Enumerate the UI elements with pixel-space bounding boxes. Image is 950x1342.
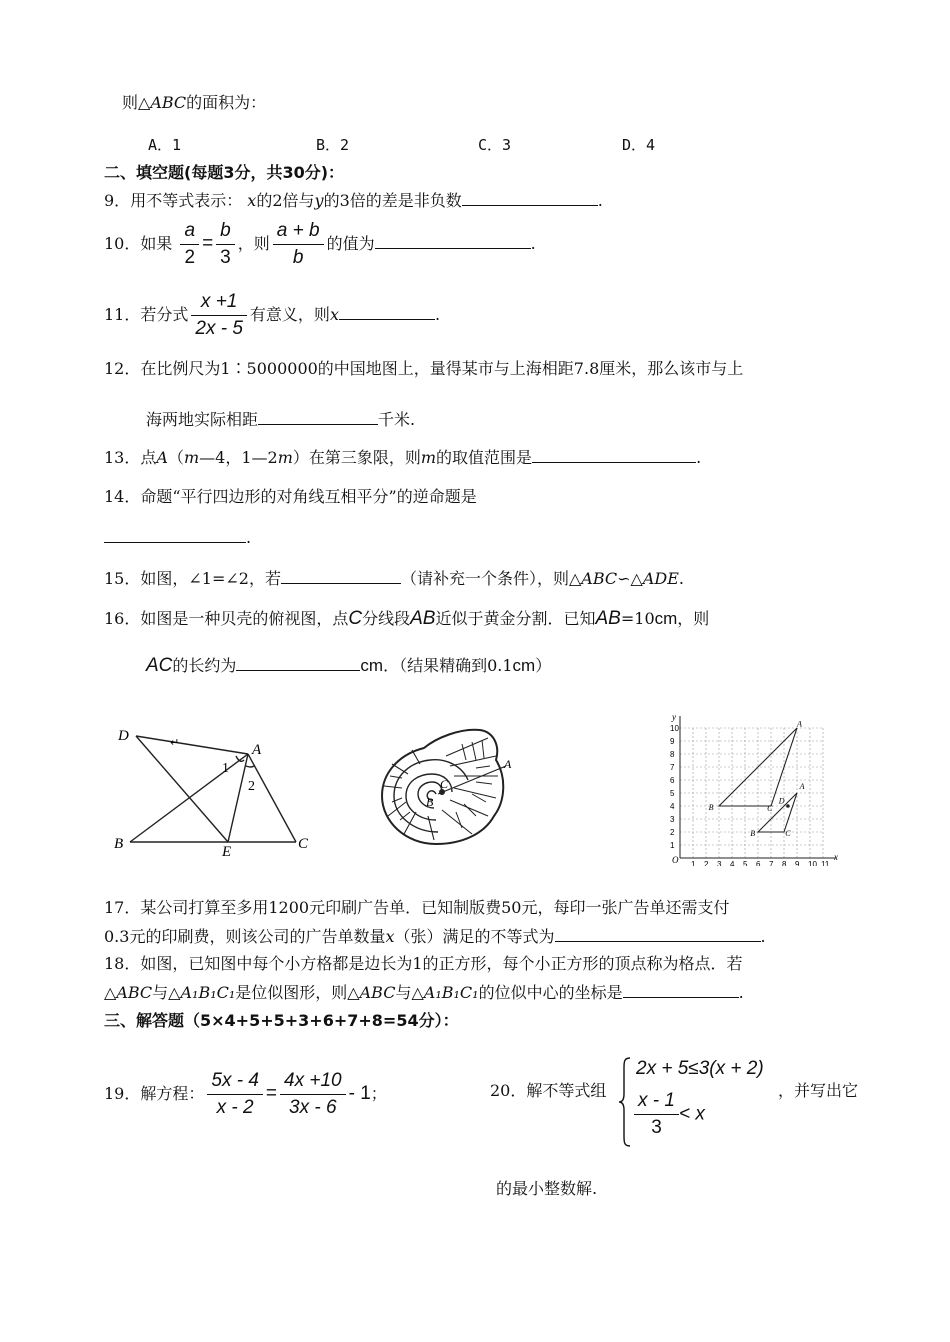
- q20-label: 20．解不等式组: [490, 1081, 607, 1100]
- x-tick-label: 8: [782, 860, 787, 866]
- q10-fraction-a-plus-b-over-b: $\frac{a + b}{b}$: [273, 218, 324, 271]
- label-c: C: [440, 777, 449, 791]
- q16-answer-blank[interactable]: [236, 654, 360, 671]
- q12-line2: 海两地实际相距 千米.: [146, 410, 416, 429]
- q11-fraction: $\frac{x +1}{2x - 5}$: [191, 289, 247, 342]
- y-tick-label: 8: [670, 750, 675, 759]
- y-tick-label: 1: [670, 841, 675, 850]
- label-a: A: [799, 782, 805, 792]
- label-c: C: [785, 828, 791, 838]
- x-tick-label: 2: [704, 860, 709, 866]
- y-tick-label: 2: [670, 828, 675, 837]
- y-tick-label: 3: [670, 815, 675, 824]
- q20-row1: 2x + 5≤3(x + 2): [636, 1058, 764, 1079]
- y-tick-label: 7: [670, 763, 675, 772]
- q12-line1: 12．在比例尺为1∶5000000的中国地图上，量得某市与上海相距7.8厘米，那么该市与上: [104, 359, 744, 378]
- left-brace-icon: [618, 1056, 632, 1148]
- q13-answer-blank[interactable]: [532, 446, 696, 463]
- q13: 13．点A（m—4，1—2m）在第三象限，则m的取值范围是 .: [104, 448, 702, 467]
- x-tick-label: 9: [795, 860, 800, 866]
- x-tick-label: 10: [808, 860, 817, 866]
- y-tick-label: 6: [670, 776, 675, 785]
- angle-2-arc: [246, 766, 254, 767]
- x-tick-label: 6: [756, 860, 761, 866]
- y-tick-label: 5: [670, 789, 675, 798]
- q19-fraction-right: $\frac{4x +10}{3x - 6}$: [280, 1068, 346, 1121]
- x-tick-labels: [691, 860, 830, 866]
- label-d: D: [118, 728, 129, 744]
- section2-title: 二、填空题(每题3分，共30分)：: [104, 163, 345, 182]
- q16-line1: 16．如图是一种贝壳的俯视图，点C分线段AB近似于黄金分割．已知AB=10cm，则: [104, 608, 710, 629]
- label-c: C: [298, 836, 309, 852]
- label-angle-2: 2: [248, 779, 255, 794]
- x-tick-label: 5: [743, 860, 748, 866]
- segment-de: [136, 736, 228, 842]
- point-d: [786, 804, 790, 808]
- x-tick-label: 7: [769, 860, 774, 866]
- triangle-abc: [758, 793, 797, 832]
- y-tick-label: 9: [670, 737, 675, 746]
- q19-fraction-left: $\frac{5x - 4}{x - 2}$: [207, 1068, 263, 1121]
- q9: 9．用不等式表示： x的2倍与y的3倍的差是非负数 .: [104, 191, 603, 210]
- q18-line2: △ABC与△A₁B₁C₁是位似图形，则△ABC与△A₁B₁C₁的位似中心的坐标是 .: [104, 983, 744, 1002]
- q16-line2: AC的长约为 cm．（结果精确到0.1cm）: [146, 655, 552, 676]
- q18-answer-blank[interactable]: [623, 981, 739, 998]
- q20-tail: ，并写出它: [778, 1081, 859, 1100]
- q10-fraction-a-over-2: $\frac{a}{2}$: [180, 218, 199, 271]
- figure-shell-top-view: [376, 716, 516, 856]
- q14-line1: 14．命题“平行四边形的对角线互相平分”的逆命题是: [104, 487, 477, 506]
- q8-option-b: B．2: [316, 136, 350, 154]
- label-a1: A: [797, 719, 802, 729]
- q20-line2: 的最小整数解.: [496, 1179, 598, 1198]
- x-tick-label: 3: [717, 860, 722, 866]
- label-b1: B: [708, 802, 714, 812]
- label-a: A: [504, 757, 512, 771]
- label-b: B: [750, 828, 756, 838]
- x-tick-label: 4: [730, 860, 735, 866]
- q12-answer-blank[interactable]: [258, 408, 378, 425]
- q8-option-c: C．3: [478, 136, 512, 154]
- label-d: D: [778, 796, 785, 806]
- label-a: A: [252, 742, 262, 758]
- segment-ac: [248, 754, 296, 842]
- y-tick-label: 4: [670, 802, 675, 811]
- x-tick-label: 1: [691, 860, 696, 866]
- section3-title: 三、解答题（5×4+5+5+3+6+7+8=54分）：: [104, 1011, 459, 1030]
- q20-inequality-system: [618, 1056, 778, 1148]
- q11-answer-blank[interactable]: [339, 303, 435, 320]
- q10-answer-blank[interactable]: [375, 232, 531, 249]
- q14-answer-blank[interactable]: [104, 526, 246, 543]
- q11: 11．若分式 $\frac{x +1}{2x - 5}$ 有意义，则x .: [104, 287, 440, 343]
- q10: 10．如果 $\frac{a}{2}$ = $\frac{b}{3}$ ，则 $\frac{a + b}{b}$ 的值为 .: [104, 216, 536, 272]
- q8-option-d: D．4: [622, 136, 656, 154]
- q10-fraction-b-over-3: $\frac{b}{3}$: [216, 218, 235, 271]
- q18-line1: 18．如图，已知图中每个小方格都是边长为1的正方形，每个小正方形的顶点称为格点．若: [104, 954, 743, 973]
- origin-label: O: [672, 855, 679, 865]
- figure-coordinate-grid: [664, 710, 842, 866]
- label-angle-1: 1: [222, 761, 229, 776]
- q20-row2: $\frac{x - 1}{3}$ < x: [634, 1088, 705, 1141]
- q17-line1: 17．某公司打算至多用1200元印刷广告单．已知制版费50元，每印一张广告单还需支付: [104, 898, 730, 917]
- q19: 19．解方程： $\frac{5x - 4}{x - 2}$ = $\frac{4x +10}{3x - 6}$ - 1；: [104, 1066, 387, 1122]
- return-mark: ↵: [170, 736, 180, 749]
- label-b: B: [426, 795, 434, 809]
- label-e: E: [222, 844, 232, 858]
- q14-line2: .: [104, 526, 251, 549]
- q15: 15．如图，∠1=∠2，若 （请补充一个条件），则△ABC∽△ADE.: [104, 569, 684, 588]
- x-axis-label: x: [834, 852, 838, 862]
- grid-lines: [680, 728, 823, 858]
- label-b: B: [114, 836, 124, 852]
- y-axis-label: y: [672, 712, 676, 722]
- q17-line2: 0.3元的印刷费，则该公司的广告单数量x（张）满足的不等式为 .: [104, 927, 766, 946]
- q15-answer-blank[interactable]: [281, 567, 401, 584]
- q17-answer-blank[interactable]: [555, 925, 761, 942]
- y-tick-label: 10: [670, 724, 679, 733]
- q9-answer-blank[interactable]: [462, 189, 598, 206]
- q8-question-tail: 则△ABC的面积为：: [122, 93, 267, 112]
- q8-option-a: A．1: [148, 136, 182, 154]
- x-tick-label: 11: [821, 860, 830, 866]
- label-c1: C: [767, 804, 773, 814]
- figure-triangle-diagram: [108, 722, 318, 858]
- segment-da: [136, 736, 248, 754]
- y-tick-labels: [670, 724, 679, 850]
